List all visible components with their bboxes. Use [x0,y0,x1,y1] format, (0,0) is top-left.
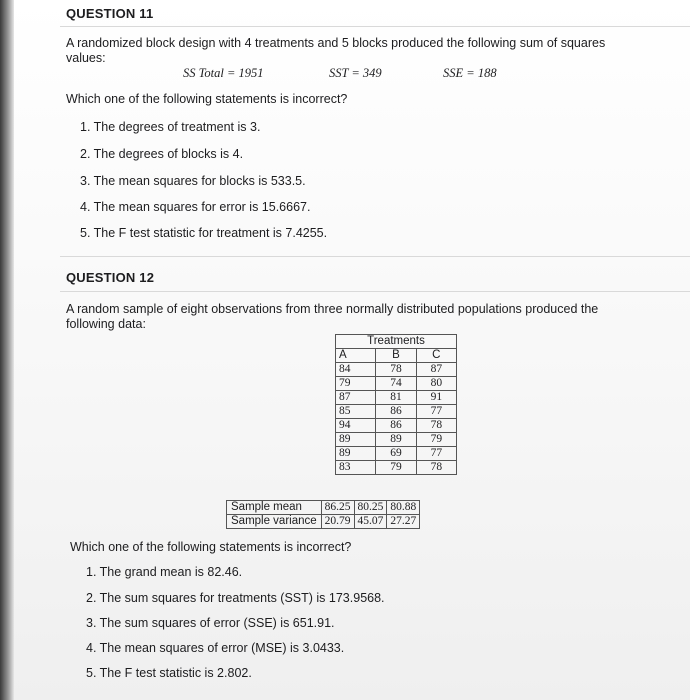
cell-c: 91 [416,391,456,405]
cell-b: 78 [376,363,416,377]
column-header-c: C [416,349,456,363]
sample-variance-label: Sample variance [227,515,322,529]
q11-option-5[interactable]: 5. The F test statistic for treatment is 7.4255. [80,226,328,240]
cell-a: 85 [336,405,376,419]
cell-c: 78 [416,419,456,433]
cell-a: 89 [336,447,376,461]
page-edge-shadow [0,0,14,700]
cell-c: 87 [416,363,456,377]
q12-option-2[interactable]: 2. The sum squares for treatments (SST) is 173.9568. [86,591,385,605]
cell-b: 74 [376,377,416,391]
cell-c: 78 [416,461,456,475]
cell-b: 81 [376,391,416,405]
question-11-stem [66,36,656,66]
question-12-title: QUESTION 12 [66,270,155,285]
sse-value: SSE = 188 [443,66,497,80]
summary-table [226,500,420,529]
cell-a: 83 [336,461,376,475]
q12-option-3[interactable]: 3. The sum squares of error (SSE) is 651.91. [86,616,335,630]
question-11-stem-line2: values: [66,51,106,65]
sample-mean-a: 86.25 [321,501,354,515]
q12-option-1[interactable]: 1. The grand mean is 82.46. [86,565,243,579]
cell-b: 86 [376,405,416,419]
question-12-divider-top [60,256,690,257]
sample-mean-b: 80.25 [354,501,387,515]
sample-mean-label: Sample mean [227,501,322,515]
table-row [336,405,457,419]
table-row [336,433,457,447]
table-row [336,391,457,405]
q11-option-1[interactable]: 1. The degrees of treatment is 3. [80,120,261,134]
q12-option-4[interactable]: 4. The mean squares of error (MSE) is 3.0433. [86,641,345,655]
table-row [336,363,457,377]
sample-variance-b: 45.07 [354,515,387,529]
q11-option-3[interactable]: 3. The mean squares for blocks is 533.5. [80,174,306,188]
cell-b: 86 [376,419,416,433]
cell-b: 79 [376,461,416,475]
q12-option-5[interactable]: 5. The F test statistic is 2.802. [86,666,252,680]
table-row [336,377,457,391]
table-row [336,447,457,461]
treatments-table [335,334,457,475]
q11-option-2[interactable]: 2. The degrees of blocks is 4. [80,147,244,161]
question-11-prompt: Which one of the following statements is incorrect? [66,92,348,106]
ss-total-value: SS Total = 1951 [183,66,264,80]
cell-a: 84 [336,363,376,377]
question-12-stem-line1: A random sample of eight observations from three normally distributed populations produced the [66,302,599,316]
question-12-stem-line2: following data: [66,317,146,331]
cell-c: 77 [416,405,456,419]
sample-variance-a: 20.79 [321,515,354,529]
table-row [336,419,457,433]
question-12-prompt: Which one of the following statements is incorrect? [70,540,352,554]
cell-c: 79 [416,433,456,447]
question-12-divider [60,291,690,292]
cell-a: 79 [336,377,376,391]
sample-mean-c: 80.88 [387,501,420,515]
question-11-divider [60,26,690,27]
cell-c: 80 [416,377,456,391]
table-row [336,461,457,475]
cell-a: 89 [336,433,376,447]
column-header-b: B [376,349,416,363]
treatments-header: Treatments [336,335,457,349]
question-11-stem-line1: A randomized block design with 4 treatments and 5 blocks produced the following sum of squares [66,36,606,50]
column-header-a: A [336,349,376,363]
question-11-title: QUESTION 11 [66,6,154,21]
cell-b: 69 [376,447,416,461]
q11-option-4[interactable]: 4. The mean squares for error is 15.6667. [80,200,311,214]
cell-a: 94 [336,419,376,433]
sample-variance-c: 27.27 [387,515,420,529]
cell-b: 89 [376,433,416,447]
cell-a: 87 [336,391,376,405]
question-12-stem [66,302,656,332]
sst-value: SST = 349 [329,66,382,80]
cell-c: 77 [416,447,456,461]
